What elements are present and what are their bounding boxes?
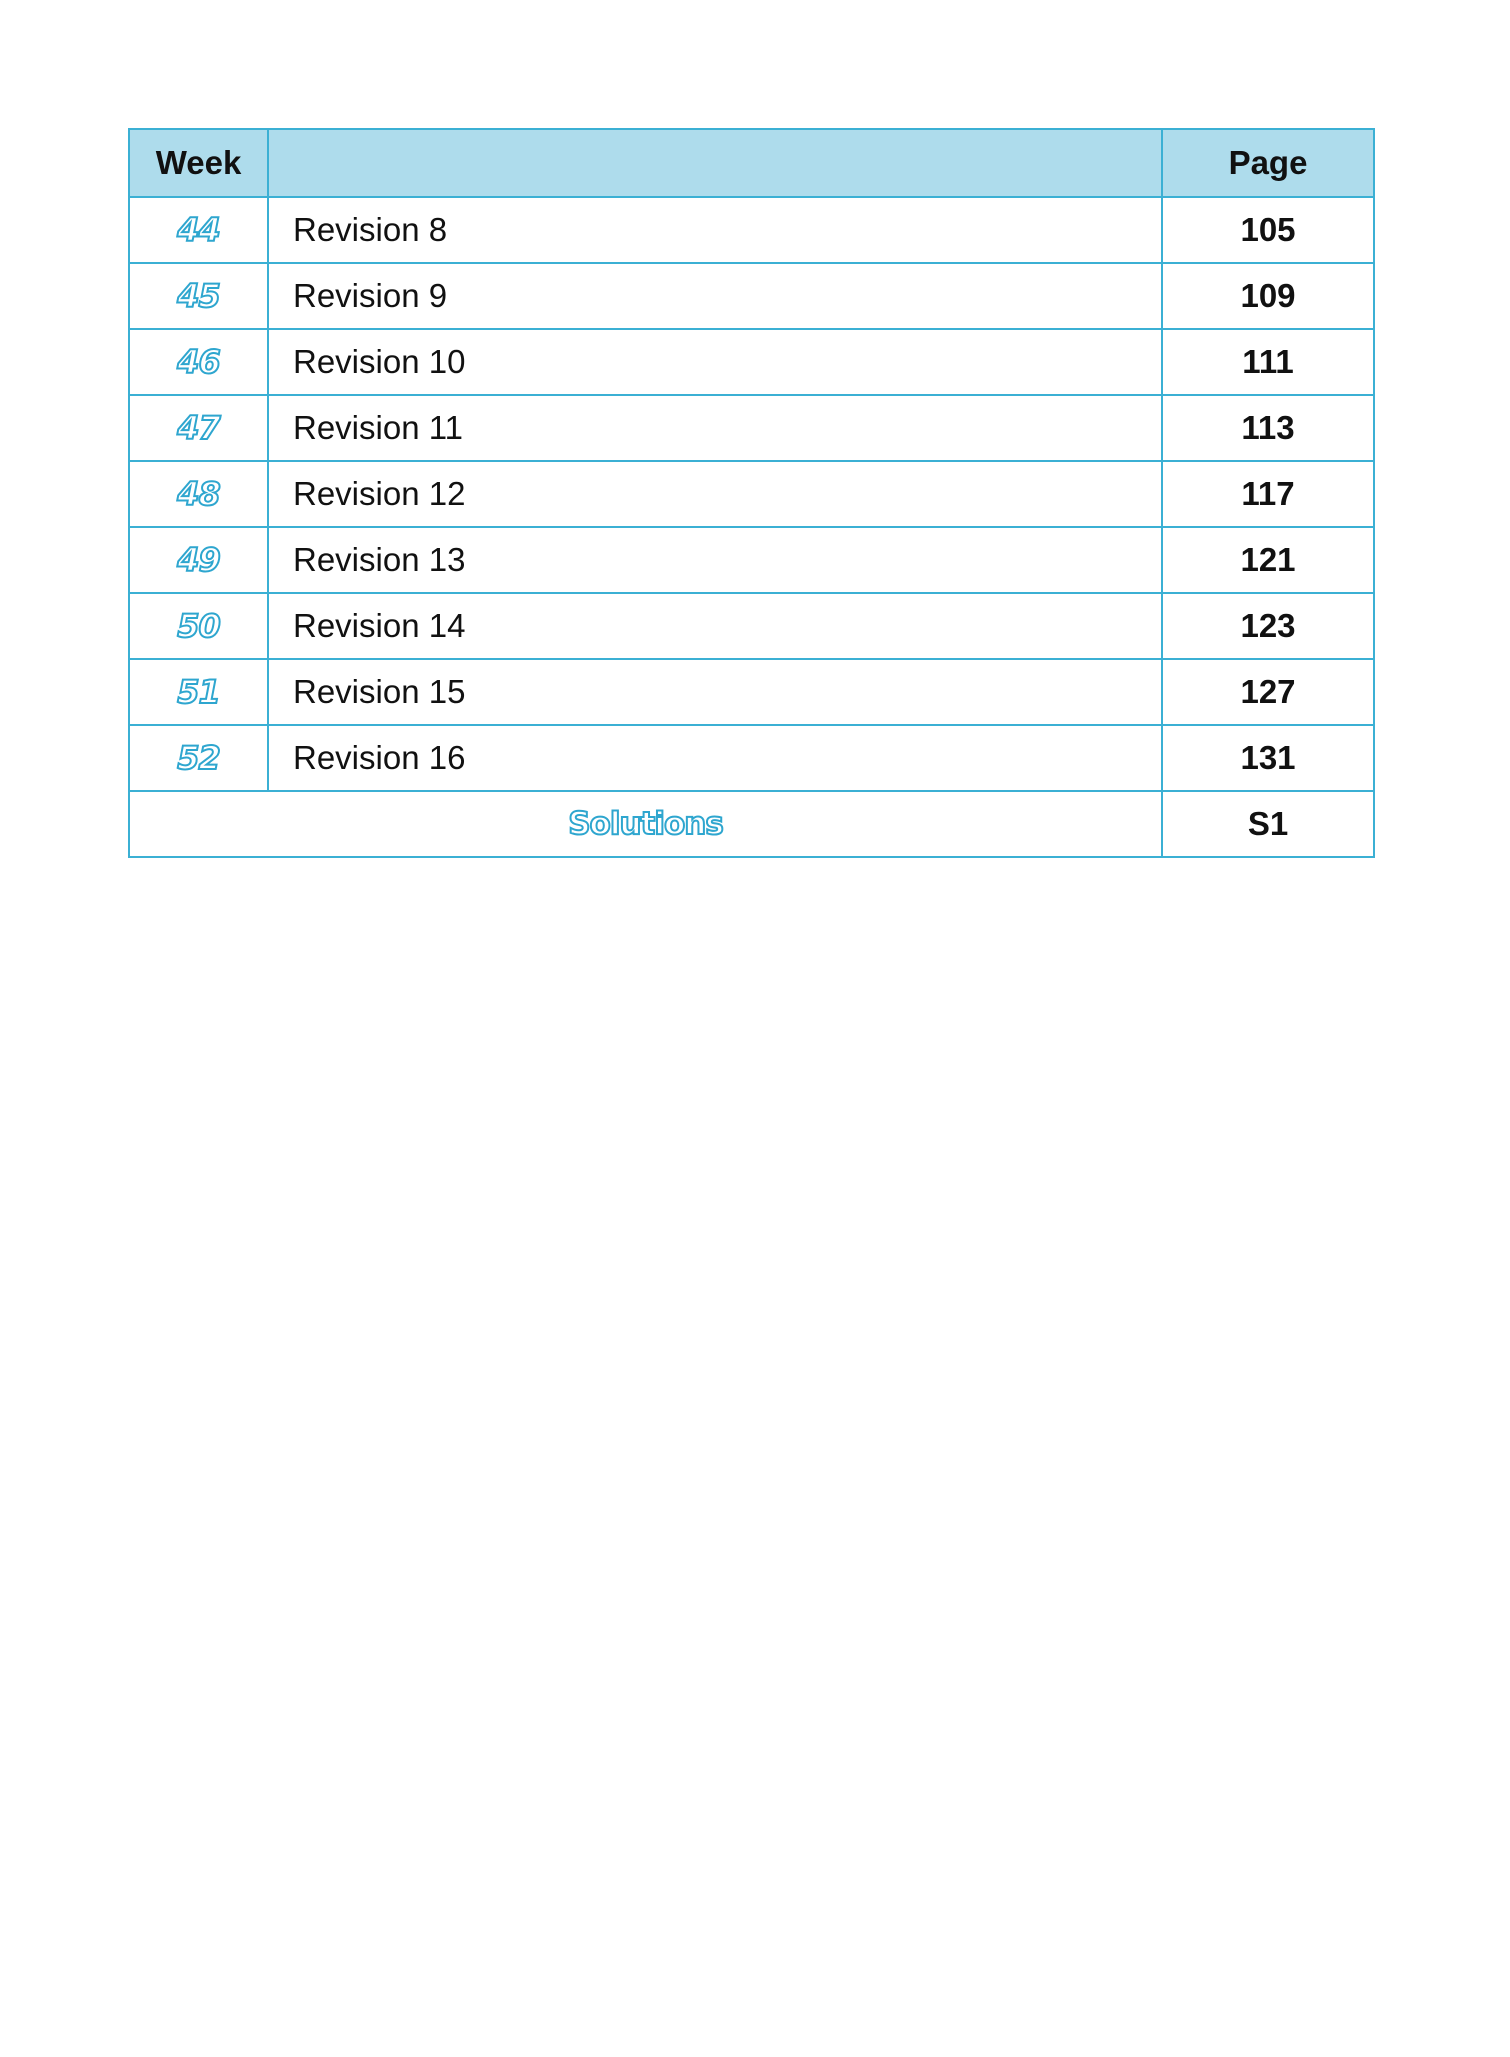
table-row: [129, 329, 1374, 395]
week-number: 46: [177, 343, 220, 381]
table-row: [129, 263, 1374, 329]
title-cell: Revision 16: [268, 725, 1162, 791]
week-number: 52: [177, 739, 220, 777]
title-cell: Revision 14: [268, 593, 1162, 659]
page-number-cell: 121: [1162, 527, 1374, 593]
week-cell: [129, 659, 268, 725]
table-row: [129, 725, 1374, 791]
page-number-cell: 109: [1162, 263, 1374, 329]
week-cell: [129, 329, 268, 395]
title-column-header: [268, 129, 1162, 197]
week-number: 50: [177, 607, 220, 645]
week-cell: [129, 263, 268, 329]
table-row: [129, 593, 1374, 659]
week-number: 49: [177, 541, 220, 579]
week-cell: [129, 725, 268, 791]
week-cell: [129, 395, 268, 461]
week-column-header: Week: [129, 129, 268, 197]
table-row: [129, 461, 1374, 527]
table-row: [129, 395, 1374, 461]
page-number-cell: 113: [1162, 395, 1374, 461]
week-number: 44: [177, 211, 220, 249]
page-number-cell: 111: [1162, 329, 1374, 395]
week-cell: [129, 527, 268, 593]
title-cell: Revision 13: [268, 527, 1162, 593]
page-number-cell: 123: [1162, 593, 1374, 659]
title-cell: Revision 12: [268, 461, 1162, 527]
title-cell: Revision 10: [268, 329, 1162, 395]
table-row: [129, 527, 1374, 593]
week-cell: [129, 593, 268, 659]
solutions-row: [129, 791, 1374, 857]
table-header-row: [129, 129, 1374, 197]
solutions-page-cell: S1: [1162, 791, 1374, 857]
week-cell: [129, 461, 268, 527]
solutions-label-cell: [129, 791, 1162, 857]
week-number: 48: [177, 475, 220, 513]
table-row: [129, 197, 1374, 263]
page-number-cell: 127: [1162, 659, 1374, 725]
title-cell: Revision 8: [268, 197, 1162, 263]
title-cell: Revision 9: [268, 263, 1162, 329]
title-cell: Revision 11: [268, 395, 1162, 461]
page-column-header: Page: [1162, 129, 1374, 197]
week-number: 45: [177, 277, 220, 315]
week-number: 51: [177, 673, 220, 711]
week-cell: [129, 197, 268, 263]
page-number-cell: 131: [1162, 725, 1374, 791]
table-row: [129, 659, 1374, 725]
week-number: 47: [177, 409, 220, 447]
solutions-label: Solutions: [568, 806, 723, 842]
page-number-cell: 117: [1162, 461, 1374, 527]
contents-table: [128, 128, 1375, 858]
page-number-cell: 105: [1162, 197, 1374, 263]
title-cell: Revision 15: [268, 659, 1162, 725]
